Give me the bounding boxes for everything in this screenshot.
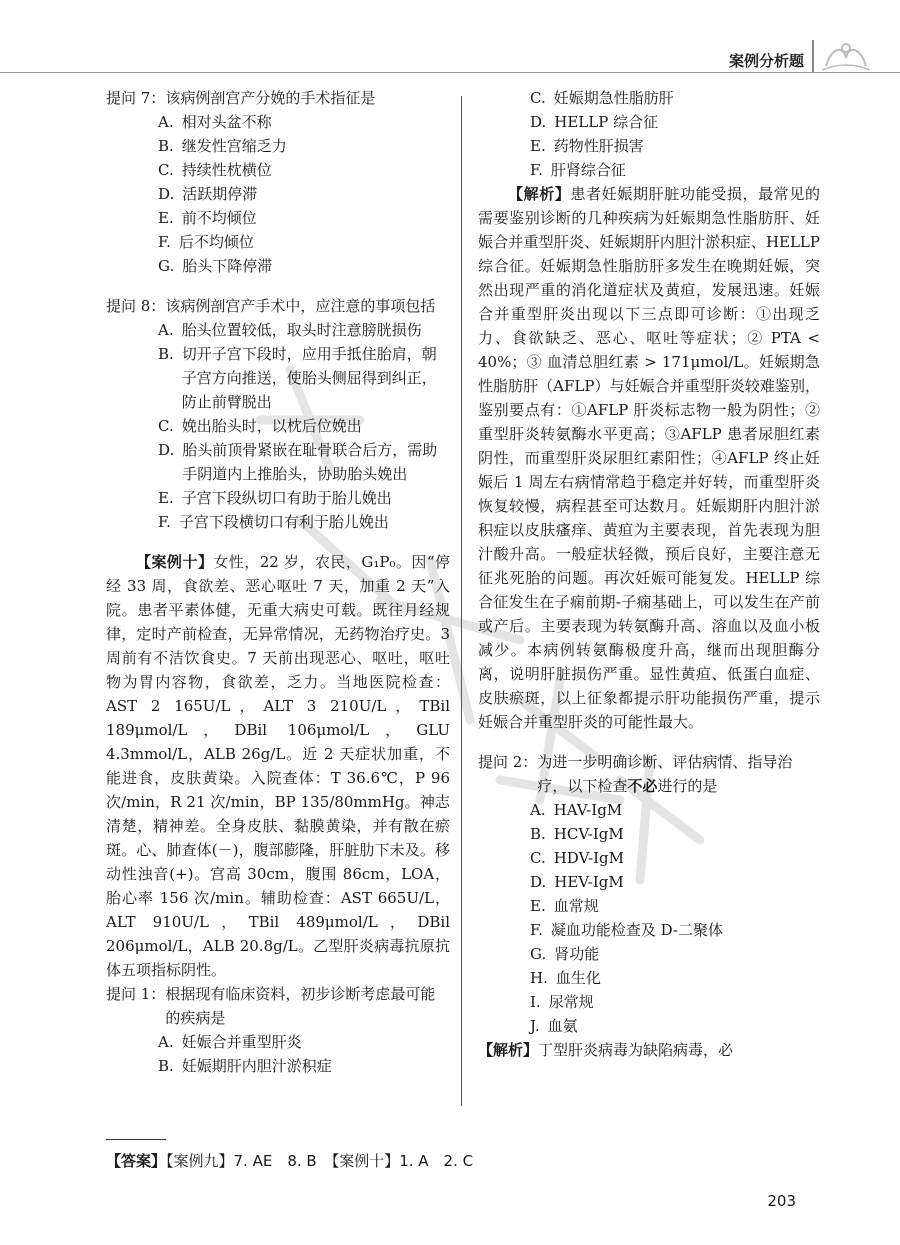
analysis-text: 丁型肝炎病毒为缺陷病毒，必 [538,1041,734,1059]
option-text: 持续性枕横位 [181,161,272,179]
option-key: A. [158,321,174,339]
option-key: A. [158,1033,174,1051]
section-title: 案例分析题 [728,52,804,70]
option-text: 胎头前顶骨紧嵌在耻骨联合后方，需助手阴道内上推胎头，协助胎头娩出 [182,441,438,483]
case-text: 女性，22 岁，农民，G₁P₀。因“停经 33 周，食欲差、恶心呕吐 7 天，加重 2 天”入院。患者平素体健，无重大病史可载。既往月经规律，定时产前检查，无异常情况，无药物治疗史。3 周前有不洁饮食史。7 天前出现恶心、呕吐，呕吐物为胃内容物，食欲差，乏力。当地医院检查：AST 2 165U/L，ALT 3 210U/L，TBil 189μmol/L，DBil 106μmol/L，GLU 4.3mmol/L，ALB 26g/L。近 2 天症状加重，不能进食，皮肤黄染。入院查体：T 36.6℃，P 96 次/min，R 21 次/min，BP 135/80mmHg。神志清楚，精神差。全身皮肤、黏膜黄染，并有散在瘀斑。心、肺查体(－)，腹部膨隆，肝脏肋下未及。移动性浊音(+)。宫高 30cm，腹围 86cm，LOA，胎心率 156 次/min。辅助检查：AST 665U/L，ALT 910U/L，TBil 489μmol/L，DBil 206μmol/L，ALB 20.8g/L。乙型肝炎病毒抗原抗体五项指标阴性。 [106,553,450,979]
question-2 [478,750,820,798]
case-label: 【案例十】 [136,553,214,571]
analysis-text: 患者妊娠期肝脏功能受损，最常见的需要鉴别诊断的几种疾病为妊娠期急性脂肪肝、妊娠合并重型肝炎、妊娠期肝内胆汁淤积症、HELLP 综合征。妊娠期急性脂肪肝多发生在晚期妊娠，突然出现严重的消化道症状及黄疸，发展迅速。妊娠合并重型肝炎出现以下三点即可诊断：①出现乏力、食欲缺乏、恶心、呕吐等症状；② PTA < 40%；③ 血清总胆红素 > 171μmol/L。妊娠期急性脂肪肝（AFLP）与妊娠合并重型肝炎较难鉴别，鉴别要点有：①AFLP 肝炎标志物一般为阴性；②重型肝炎转氨酶水平更高；③AFLP 患者尿胆红素阴性，而重型肝炎尿胆红素阳性；④AFLP 终止妊娠后 1 周左右病情常趋于稳定并好转，而重型肝炎恢复较慢，病程甚至可达数月。妊娠期肝内胆汁淤积症以皮肤瘙痒、黄疸为主要表现，首先表现为胆汁酸升高。一般症状轻微，预后良好，主要注意无征兆死胎的问题。再次妊娠可能复发。HELLP 综合征发生在子痫前期-子痫基础上，可以发生在产前或产后。主要表现为转氨酶升高、溶血以及血小板减少。本病例转氨酶极度升高，继而出现胆酶分离，说明肝脏损伤严重。显性黄疸、低蛋白血症、皮肤瘀斑，以上征象都提示肝功能损伤严重，提示妊娠合并重型肝炎的可能性最大。 [478,185,820,731]
question-1-options-cont [530,86,820,182]
option-text: HDV-IgM [553,849,624,867]
question-label: 提问 2： [478,753,538,771]
question-1 [106,982,450,1030]
option-item [158,414,450,438]
option-item [158,486,450,510]
option-key: B. [530,825,546,843]
answer-rule [106,1139,166,1140]
option-key: C. [158,161,174,179]
option-item [530,870,820,894]
option-key: D. [158,441,175,459]
option-item [530,966,820,990]
question-label: 提问 7： [106,89,166,107]
option-item [158,510,450,534]
option-text: 活跃期停滞 [182,185,258,203]
option-text: 胎头位置较低，取头时注意膀胱损伤 [181,321,422,339]
question-text-emphasis: 不必 [627,777,658,795]
option-item [530,158,820,182]
option-key: F. [158,233,171,251]
header-rule [0,72,900,73]
question-7 [106,86,450,110]
option-key: F. [530,161,543,179]
option-key: C. [530,849,546,867]
question-label: 提问 8： [106,297,166,315]
option-key: H. [530,969,548,987]
question-8-options [158,318,450,534]
option-text: 药物性肝损害 [553,137,644,155]
option-key: C. [158,417,174,435]
answer-text: 【案例九】7. AE 8. B 【案例十】1. A 2. C [166,1152,474,1170]
option-key: E. [158,489,174,507]
option-key: I. [530,993,541,1011]
option-item [158,230,450,254]
question-label: 提问 1： [106,985,166,1003]
option-item [530,942,820,966]
option-key: F. [158,513,171,531]
option-item [158,110,450,134]
option-item [158,134,450,158]
option-text: 肝肾综合征 [550,161,626,179]
option-text: 血氨 [547,1017,578,1035]
question-8 [106,294,450,318]
option-text: 妊娠期肝内胆汁淤积症 [181,1057,332,1075]
question-2-options [530,798,820,1038]
question-1-options [158,1030,450,1078]
answer-label: 【答案】 [106,1152,167,1170]
option-item [158,1054,450,1078]
left-column [106,86,450,1078]
option-text: 妊娠合并重型肝炎 [181,1033,302,1051]
page-number: 203 [767,1192,796,1210]
case-10-description [106,550,450,982]
option-text: HAV-IgM [553,801,623,819]
option-text: 血常规 [553,897,599,915]
option-key: E. [530,137,546,155]
analysis-label: 【解析】 [478,1041,539,1059]
analysis-1 [478,182,820,734]
header-divider [812,40,814,72]
option-text: 相对头盆不称 [181,113,272,131]
column-divider [461,96,462,1106]
option-item [158,318,450,342]
option-text: 肾功能 [554,945,600,963]
analysis-label: 【解析】 [508,185,571,203]
option-text: 血生化 [555,969,601,987]
option-text: HEV-IgM [554,873,624,891]
option-text: 尿常规 [548,993,594,1011]
option-key: E. [530,897,546,915]
option-item [530,894,820,918]
option-text: 娩出胎头时，以枕后位娩出 [181,417,362,435]
option-key: F. [530,921,543,939]
option-item [530,918,820,942]
option-text: HCV-IgM [553,825,624,843]
option-key: D. [530,113,547,131]
option-item [530,798,820,822]
option-text: 后不均倾位 [178,233,254,251]
option-key: A. [530,801,546,819]
option-item [530,86,820,110]
option-key: B. [158,1057,174,1075]
publisher-logo-icon [818,36,874,76]
option-text: 子宫下段纵切口有助于胎儿娩出 [181,489,392,507]
option-item [158,206,450,230]
option-key: D. [530,873,547,891]
option-text: 子宫下段横切口有利于胎儿娩出 [178,513,389,531]
option-text: 前不均倾位 [181,209,257,227]
option-item [158,254,450,278]
option-key: G. [530,945,547,963]
option-item [158,342,450,414]
option-key: G. [158,257,175,275]
option-text: 继发性宫缩乏力 [181,137,287,155]
option-item [530,1014,820,1038]
option-item [530,110,820,134]
option-item [530,990,820,1014]
option-text: 胎头下降停滞 [182,257,273,275]
option-item [158,182,450,206]
question-text: 根据现有临床资料，初步诊断考虑最可能的疾病是 [165,985,436,1027]
option-key: J. [530,1017,540,1035]
option-key: C. [530,89,546,107]
option-item [158,1030,450,1054]
option-key: A. [158,113,174,131]
option-key: B. [158,137,174,155]
option-text: 凝血功能检查及 D-二聚体 [550,921,723,939]
option-item [158,158,450,182]
option-text: HELLP 综合征 [554,113,659,131]
option-text: 妊娠期急性脂肪肝 [553,89,674,107]
right-column [478,86,820,1062]
question-7-options [158,110,450,278]
question-text-before: 为进一步明确诊断、评估病情、指导治疗，以下检查 [537,753,793,795]
option-item [530,822,820,846]
option-item [158,438,450,486]
question-text [537,750,820,798]
question-text: 该病例剖宫产手术中，应注意的事项包括 [165,297,436,315]
analysis-2 [478,1038,820,1062]
option-key: D. [158,185,175,203]
answer-line [106,1150,473,1171]
question-text-after: 进行的是 [657,777,718,795]
option-item [530,846,820,870]
option-item [530,134,820,158]
option-text: 切开子宫下段时，应用手抵住胎肩，朝子宫方向推送，使胎头侧屈得到纠正，防止前臂脱出 [181,345,437,411]
option-key: B. [158,345,174,363]
option-key: E. [158,209,174,227]
question-text: 该病例剖宫产分娩的手术指征是 [165,89,376,107]
